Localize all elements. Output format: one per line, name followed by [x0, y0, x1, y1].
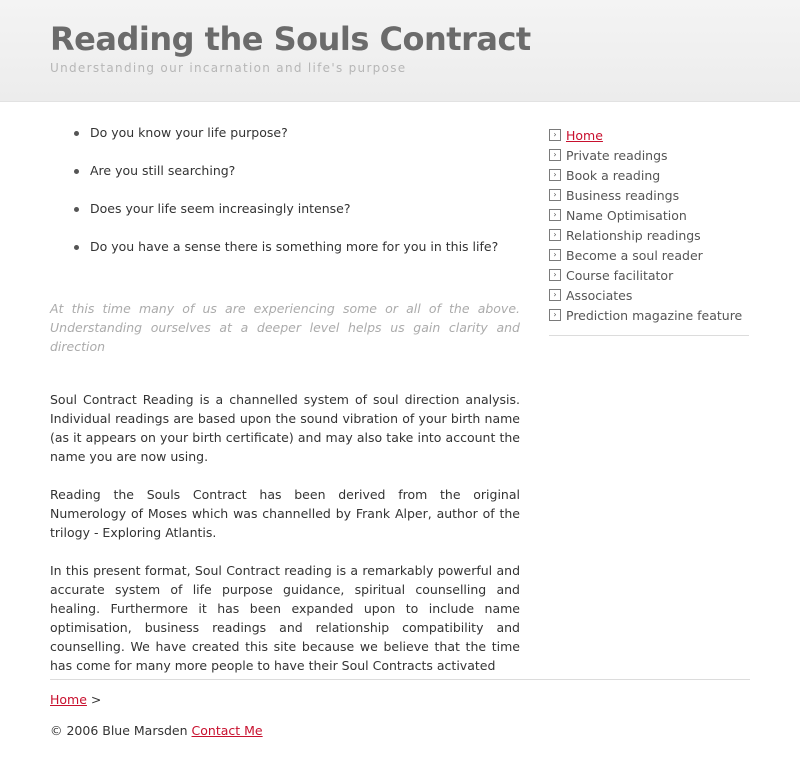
nav-item-associates[interactable] — [549, 285, 749, 305]
bullet-icon — [74, 169, 79, 174]
sidebar-nav — [549, 125, 749, 336]
nav-label[interactable]: Prediction magazine feature — [566, 307, 743, 323]
chevron-right-icon: › — [549, 129, 561, 141]
list-item — [50, 232, 520, 270]
intro-paragraph: Soul Contract Reading is a channelled system of soul direction analysis. Individual readings are based upon the sound vibration of your birth name (as it appears on your birth certificate) and may also take into account the name you are now using. — [50, 392, 520, 464]
nav-item-name-optimisation[interactable] — [549, 205, 749, 225]
origin-paragraph: Reading the Souls Contract has been derived from the original Numerology of Moses which was channelled by Frank Alper, author of the trilogy - Exploring Atlantis. — [50, 487, 520, 540]
list-item — [50, 156, 520, 194]
breadcrumb-separator: > — [90, 692, 102, 707]
main-content — [50, 118, 520, 675]
contact-link[interactable]: Contact Me — [191, 723, 263, 738]
bullet-icon — [74, 207, 79, 212]
bullet-icon — [74, 131, 79, 136]
question-text: Do you have a sense there is something more for you in this life? — [90, 239, 499, 254]
nav-item-course-facilitator[interactable] — [549, 265, 749, 285]
nav-label[interactable]: Business readings — [566, 187, 680, 203]
chevron-right-icon: › — [549, 269, 561, 281]
chevron-right-icon: › — [549, 229, 561, 241]
copyright-text: © 2006 Blue Marsden — [50, 723, 188, 738]
copyright — [50, 721, 750, 741]
nav-label[interactable]: Private readings — [566, 147, 668, 163]
chevron-right-icon: › — [549, 309, 561, 321]
nav-item-private-readings[interactable] — [549, 145, 749, 165]
nav-item-book-a-reading[interactable] — [549, 165, 749, 185]
site-header — [0, 0, 800, 102]
site-title[interactable]: Reading the Souls Contract — [50, 20, 531, 58]
nav-label[interactable]: Relationship readings — [566, 227, 701, 243]
chevron-right-icon: › — [549, 209, 561, 221]
nav-item-relationship-readings[interactable] — [549, 225, 749, 245]
question-text: Are you still searching? — [90, 163, 236, 178]
nav-label[interactable]: Name Optimisation — [566, 207, 687, 223]
list-item — [50, 194, 520, 232]
nav-item-business-readings[interactable] — [549, 185, 749, 205]
list-item — [50, 118, 520, 156]
chevron-right-icon: › — [549, 249, 561, 261]
site-tagline: Understanding our incarnation and life's purpose — [50, 61, 407, 75]
breadcrumb — [50, 690, 750, 710]
chevron-right-icon: › — [549, 289, 561, 301]
nav-label[interactable]: Associates — [566, 287, 633, 303]
chevron-right-icon: › — [549, 149, 561, 161]
nav-item-prediction-magazine-feature[interactable] — [549, 305, 749, 325]
nav-label[interactable]: Become a soul reader — [566, 247, 703, 263]
nav-label[interactable]: Home — [566, 127, 603, 143]
question-text: Do you know your life purpose? — [90, 125, 288, 140]
bullet-icon — [74, 245, 79, 250]
chevron-right-icon: › — [549, 189, 561, 201]
site-footer — [50, 679, 750, 741]
highlight-text: At this time many of us are experiencing some or all of the above. Understanding ourselves at a deeper level helps us gain clarity and direction — [50, 301, 520, 354]
question-list — [50, 118, 520, 270]
format-paragraph: In this present format, Soul Contract reading is a remarkably powerful and accurate system of life purpose guidance, spiritual counselling and healing. Furthermore it has been expanded upon to include name optimisation, business readings and relationship compatibility and counselling. We have created this site because we believe that the time has come for many more people to have their Soul Contracts activated — [50, 563, 520, 673]
breadcrumb-home-link[interactable]: Home — [50, 692, 87, 707]
nav-item-home[interactable] — [549, 125, 749, 145]
question-text: Does your life seem increasingly intense? — [90, 201, 351, 216]
nav-item-become-a-soul-reader[interactable] — [549, 245, 749, 265]
nav-label[interactable]: Course facilitator — [566, 267, 674, 283]
chevron-right-icon: › — [549, 169, 561, 181]
nav-label[interactable]: Book a reading — [566, 167, 661, 183]
